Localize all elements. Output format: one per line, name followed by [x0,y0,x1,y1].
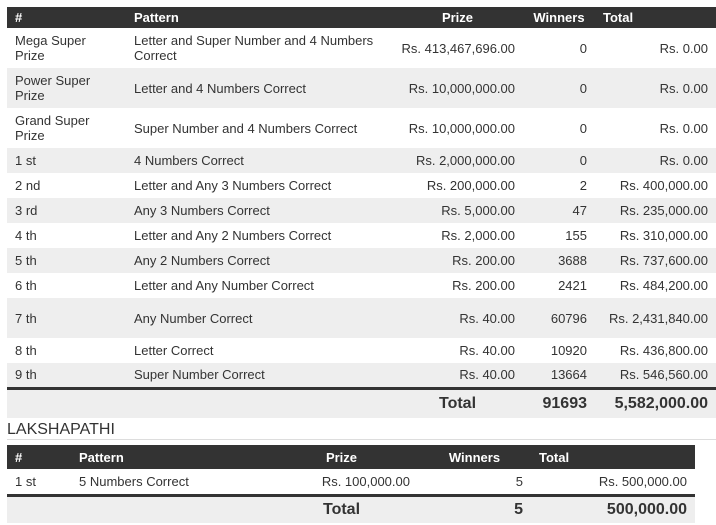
rank-cell: 4 th [7,223,126,248]
table-row [7,28,716,68]
table-row [7,338,716,363]
total-winners: 5 [418,495,531,523]
total-cell: Rs. 0.00 [595,108,716,148]
winners-cell: 3688 [523,248,595,273]
header-total: Total [531,445,695,469]
header-winners: Winners [523,7,595,28]
header-pattern: Pattern [126,7,392,28]
table-row [7,68,716,108]
total-cell: Rs. 0.00 [595,28,716,68]
total-cell: Rs. 2,431,840.00 [595,298,716,338]
total-row [7,388,716,418]
header-rank: # [7,445,71,469]
grand-total: 5,582,000.00 [595,388,716,418]
pattern-cell: 5 Numbers Correct [71,469,265,495]
rank-cell: 1 st [7,148,126,173]
rank-cell: 2 nd [7,173,126,198]
pattern-cell: Any 3 Numbers Correct [126,198,392,223]
prize-cell: Rs. 2,000,000.00 [392,148,523,173]
prize-cell: Rs. 200,000.00 [392,173,523,198]
prize-cell: Rs. 5,000.00 [392,198,523,223]
winners-cell: 10920 [523,338,595,363]
winners-cell: 47 [523,198,595,223]
table-row [7,223,716,248]
total-cell: Rs. 310,000.00 [595,223,716,248]
total-cell: Rs. 235,000.00 [595,198,716,223]
lakshapathi-header-row [7,445,695,469]
table-row [7,108,716,148]
prize-cell: Rs. 2,000.00 [392,223,523,248]
total-row [7,495,695,523]
rank-cell: 1 st [7,469,71,495]
table-row [7,363,716,388]
winners-cell: 5 [418,469,531,495]
main-prize-table [7,7,716,418]
prize-cell: Rs. 200.00 [392,273,523,298]
total-cell: Rs. 400,000.00 [595,173,716,198]
header-winners: Winners [418,445,531,469]
winners-cell: 13664 [523,363,595,388]
header-rank: # [7,7,126,28]
rank-cell: 8 th [7,338,126,363]
total-cell: Rs. 546,560.00 [595,363,716,388]
header-prize: Prize [392,7,523,28]
prize-cell: Rs. 200.00 [392,248,523,273]
total-winners: 91693 [523,388,595,418]
rank-cell: 6 th [7,273,126,298]
pattern-cell: Letter and Any 2 Numbers Correct [126,223,392,248]
prize-cell: Rs. 10,000,000.00 [392,108,523,148]
pattern-cell: Any 2 Numbers Correct [126,248,392,273]
lakshapathi-prize-table [7,445,695,523]
total-label: Total [392,388,523,418]
table-row [7,173,716,198]
pattern-cell: Letter Correct [126,338,392,363]
prize-cell: Rs. 40.00 [392,338,523,363]
table-row [7,248,716,273]
prize-cell: Rs. 40.00 [392,298,523,338]
total-label: Total [265,495,418,523]
header-pattern: Pattern [71,445,265,469]
total-cell: Rs. 0.00 [595,68,716,108]
rank-cell: Mega Super Prize [7,28,126,68]
pattern-cell: Super Number Correct [126,363,392,388]
rank-cell: Grand Super Prize [7,108,126,148]
pattern-cell: Any Number Correct [126,298,392,338]
total-cell: Rs. 0.00 [595,148,716,173]
total-cell: Rs. 737,600.00 [595,248,716,273]
pattern-cell: Letter and Any Number Correct [126,273,392,298]
main-table-header-row [7,7,716,28]
rank-cell: Power Super Prize [7,68,126,108]
winners-cell: 0 [523,148,595,173]
table-row [7,298,716,338]
rank-cell: 7 th [7,298,126,338]
table-row [7,198,716,223]
winners-cell: 60796 [523,298,595,338]
header-prize: Prize [265,445,418,469]
section-title-lakshapathi: LAKSHAPATHI [7,420,716,440]
rank-cell: 3 rd [7,198,126,223]
winners-cell: 0 [523,108,595,148]
grand-total: 500,000.00 [531,495,695,523]
pattern-cell: Letter and Super Number and 4 Numbers Correct [126,28,392,68]
winners-cell: 0 [523,68,595,108]
table-row [7,148,716,173]
prize-cell: Rs. 100,000.00 [265,469,418,495]
pattern-cell: Letter and Any 3 Numbers Correct [126,173,392,198]
prize-cell: Rs. 413,467,696.00 [392,28,523,68]
prize-cell: Rs. 40.00 [392,363,523,388]
rank-cell: 9 th [7,363,126,388]
pattern-cell: Super Number and 4 Numbers Correct [126,108,392,148]
rank-cell: 5 th [7,248,126,273]
pattern-cell: Letter and 4 Numbers Correct [126,68,392,108]
winners-cell: 155 [523,223,595,248]
table-row [7,273,716,298]
winners-cell: 2421 [523,273,595,298]
table-row [7,469,695,495]
pattern-cell: 4 Numbers Correct [126,148,392,173]
total-cell: Rs. 500,000.00 [531,469,695,495]
prize-cell: Rs. 10,000,000.00 [392,68,523,108]
winners-cell: 2 [523,173,595,198]
winners-cell: 0 [523,28,595,68]
header-total: Total [595,7,716,28]
total-cell: Rs. 436,800.00 [595,338,716,363]
total-cell: Rs. 484,200.00 [595,273,716,298]
